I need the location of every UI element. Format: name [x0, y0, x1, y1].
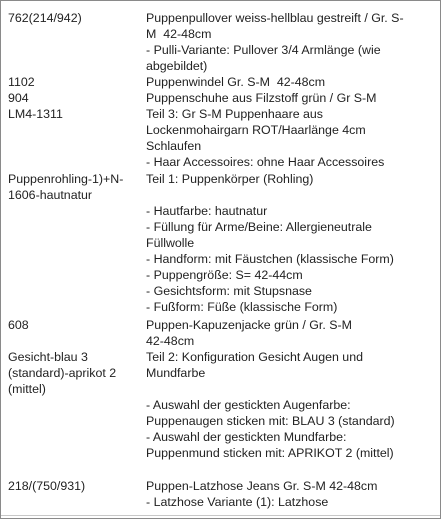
item-sku: 218/(750/931) — [8, 479, 86, 493]
description-line: - Auswahl der gestickten Augenfarbe: — [146, 398, 351, 412]
description-line: Puppen-Kapuzenjacke grün / Gr. S-M — [146, 318, 352, 332]
description-line: - Auswahl der gestickten Mundfarbe: — [146, 430, 347, 444]
item-description — [146, 90, 436, 106]
description-spacer — [146, 381, 436, 397]
description-line: Teil 3: Gr S-M Puppenhaare aus — [146, 107, 324, 121]
item-sku: 904 — [8, 91, 29, 105]
description-line: Puppenmund sticken mit: APRIKOT 2 (mittel) — [146, 446, 394, 460]
description-line: 42-48cm — [146, 334, 195, 348]
item-description — [146, 317, 436, 349]
description-line: - Hautfarbe: hautnatur — [146, 204, 268, 218]
table-bottom-border — [1, 515, 440, 516]
description-line: - Gesichtsform: mit Stupsnase — [146, 284, 312, 298]
description-line: Füllwolle — [146, 236, 195, 250]
item-description — [146, 349, 436, 461]
item-sku: 608 — [8, 318, 29, 332]
description-line: Lockenmohairgarn ROT/Haarlänge 4cm — [146, 123, 366, 137]
description-line: Teil 1: Puppenkörper (Rohling) — [146, 172, 314, 186]
description-line: Puppenaugen sticken mit: BLAU 3 (standard) — [146, 414, 395, 428]
item-sku: 1102 — [8, 75, 35, 89]
description-line: Puppenpullover weiss-hellblau gestreift / Gr. S- — [146, 11, 404, 25]
item-sku: LM4-1311 — [8, 107, 63, 121]
description-line: - Puppengröße: S= 42-44cm — [146, 268, 303, 282]
description-line: - Handform: mit Fäustchen (klassische Form) — [146, 252, 394, 266]
item-sku: Puppenrohling-1)+N- 1606-hautnatur — [8, 172, 124, 202]
item-description — [146, 478, 436, 510]
item-description — [146, 74, 436, 90]
description-line: Puppenschuhe aus Filzstoff grün / Gr S-M — [146, 91, 377, 105]
description-line: Mundfarbe — [146, 366, 206, 380]
description-spacer — [146, 187, 436, 203]
description-line: Puppen-Latzhose Jeans Gr. S-M 42-48cm — [146, 479, 378, 493]
description-line: - Latzhose Variante (1): Latzhose — [146, 495, 329, 509]
description-line: - Füllung für Arme/Beine: Allergieneutrale — [146, 220, 372, 234]
item-description — [146, 171, 436, 315]
description-line: - Fußform: Füße (klassische Form) — [146, 300, 338, 314]
description-line: Teil 2: Konfiguration Gesicht Augen und — [146, 350, 363, 364]
description-line: Puppenwindel Gr. S-M 42-48cm — [146, 75, 326, 89]
description-line: - Haar Accessoires: ohne Haar Accessoires — [146, 155, 385, 169]
description-line: Schlaufen — [146, 139, 202, 153]
item-description — [146, 10, 436, 74]
description-line: abgebildet) — [146, 59, 208, 73]
description-line: - Pulli-Variante: Pullover 3/4 Armlänge (wie — [146, 43, 381, 57]
description-line: M 42-48cm — [146, 27, 212, 41]
item-sku: 762(214/942) — [8, 11, 82, 25]
item-sku: Gesicht-blau 3 (standard)-aprikot 2 (mittel) — [8, 350, 117, 396]
item-description — [146, 106, 436, 170]
